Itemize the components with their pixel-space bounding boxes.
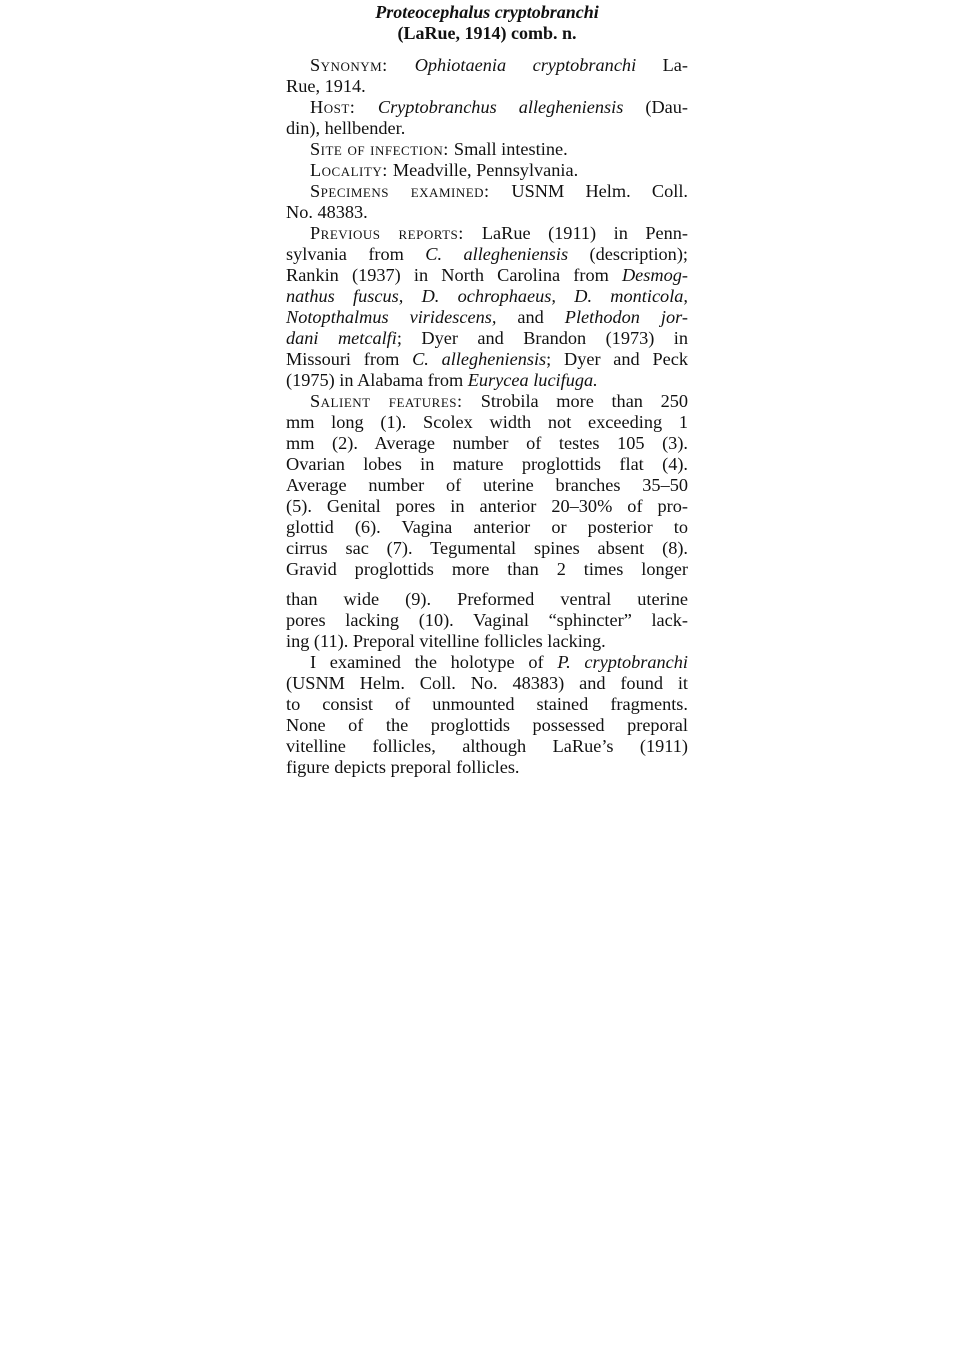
text-segment: None of the proglottids possessed preporal — [286, 715, 688, 735]
text-segment: I examined the holotype of — [310, 652, 558, 672]
text-segment: Gravid proglottids more than 2 times longer — [286, 559, 688, 579]
paragraph — [286, 97, 688, 139]
text-line — [286, 673, 688, 694]
section-label: Salient features: — [310, 391, 481, 411]
text-segment: Eurycea lucifuga. — [467, 370, 598, 390]
text-segment: sylvania from — [286, 244, 426, 264]
text-segment: din), hellbender. — [286, 118, 406, 138]
text-segment: No. 48383. — [286, 202, 368, 222]
text-segment: C. allegheniensis — [412, 349, 547, 369]
text-line — [286, 76, 688, 97]
text-segment: (1975) in Alabama from — [286, 370, 468, 390]
text-line — [286, 139, 688, 160]
text-line — [286, 538, 688, 559]
text-line — [286, 223, 688, 244]
text-line — [286, 610, 688, 631]
text-segment: pores lacking (10). Vaginal “sphincter” lack- — [286, 610, 688, 630]
text-line — [286, 559, 688, 580]
text-line — [286, 433, 688, 454]
text-line — [286, 244, 688, 265]
text-line — [286, 181, 688, 202]
text-segment: mm (2). Average number of testes 105 (3). — [286, 433, 688, 453]
text-segment: C. allegheniensis — [425, 244, 569, 264]
text-line — [286, 328, 688, 349]
text-line — [286, 475, 688, 496]
text-segment: (description); — [568, 244, 688, 264]
text-line — [286, 118, 688, 139]
paragraph — [286, 55, 688, 97]
text-line — [286, 517, 688, 538]
text-segment: Meadville, Pennsylvania. — [392, 160, 579, 180]
section-label: Host: — [310, 97, 378, 117]
text-segment: (USNM Helm. Coll. No. 48383) and found it — [286, 673, 688, 693]
text-line — [286, 307, 688, 328]
paragraph — [286, 139, 688, 160]
text-line — [286, 391, 688, 412]
text-segment: and — [496, 307, 565, 327]
paragraph — [286, 652, 688, 778]
section-label: Site of infection: — [310, 139, 454, 159]
document-page — [286, 0, 688, 778]
text-line — [286, 370, 688, 391]
text-segment: Plethodon jor- — [564, 307, 688, 327]
text-segment: Rankin (1937) in North Carolina from — [286, 265, 622, 285]
text-line — [286, 349, 688, 370]
paragraph — [286, 391, 688, 652]
text-segment: USNM Helm. Coll. — [511, 181, 688, 201]
text-segment: to consist of unmounted stained fragments. — [286, 694, 688, 714]
paragraph — [286, 223, 688, 391]
text-line — [286, 715, 688, 736]
text-line — [286, 496, 688, 517]
text-segment: vitelline follicles, although LaRue’s (1911) — [286, 736, 688, 756]
document-body — [286, 55, 688, 778]
text-segment: cirrus sac (7). Tegumental spines absent (8). — [286, 538, 688, 558]
section-label: Specimens examined: — [310, 181, 512, 201]
text-segment: Ophiotaenia cryptobranchi — [414, 55, 637, 75]
text-line — [286, 694, 688, 715]
paragraph — [286, 181, 688, 223]
text-line — [286, 412, 688, 433]
text-segment: nathus fuscus, D. ochrophaeus, D. monticola, — [286, 286, 688, 306]
text-segment: Missouri from — [286, 349, 413, 369]
text-segment: Desmog- — [621, 265, 688, 285]
text-line — [286, 286, 688, 307]
text-line — [286, 652, 688, 673]
text-line — [286, 265, 688, 286]
text-segment: dani metcalfi — [286, 328, 397, 348]
section-label: Synonym: — [310, 55, 415, 75]
text-segment: ing (11). Preporal vitelline follicles lacking. — [286, 631, 606, 651]
text-segment: Rue, 1914. — [286, 76, 366, 96]
text-line — [286, 757, 688, 778]
text-line — [286, 454, 688, 475]
text-line — [286, 736, 688, 757]
text-line — [286, 97, 688, 118]
text-segment: Cryptobranchus allegheniensis — [377, 97, 624, 117]
text-line — [286, 202, 688, 223]
paragraph — [286, 160, 688, 181]
text-segment: Average number of uterine branches 35–50 — [286, 475, 688, 495]
text-segment: mm long (1). Scolex width not exceeding 1 — [286, 412, 688, 432]
text-line — [286, 160, 688, 181]
text-segment: (5). Genital pores in anterior 20–30% of pro- — [286, 496, 688, 516]
text-segment: (Dau- — [623, 97, 688, 117]
text-segment: Notopthalmus viridescens, — [286, 307, 497, 327]
text-segment: than wide (9). Preformed ventral uterine — [286, 589, 688, 609]
text-segment: ; Dyer and Brandon (1973) in — [396, 328, 688, 348]
text-segment: figure depicts preporal follicles. — [286, 757, 520, 777]
text-segment: glottid (6). Vagina anterior or posterior to — [286, 517, 688, 537]
species-title: Proteocephalus cryptobranchi — [375, 2, 599, 22]
text-segment: La- — [636, 55, 688, 75]
section-label: Previous reports: — [310, 223, 482, 243]
text-segment: ; Dyer and Peck — [546, 349, 688, 369]
text-line — [286, 631, 688, 652]
text-segment: Small intestine. — [453, 139, 568, 159]
section-label: Locality: — [310, 160, 393, 180]
text-line — [286, 589, 688, 610]
text-segment: P. cryptobranchi — [557, 652, 688, 672]
text-line — [286, 55, 688, 76]
text-segment: LaRue (1911) in Penn- — [481, 223, 688, 243]
text-segment: Strobila more than 250 — [480, 391, 689, 411]
species-authority: (LaRue, 1914) comb. n. — [397, 23, 577, 43]
text-segment: Ovarian lobes in mature proglottids flat (4). — [286, 454, 688, 474]
